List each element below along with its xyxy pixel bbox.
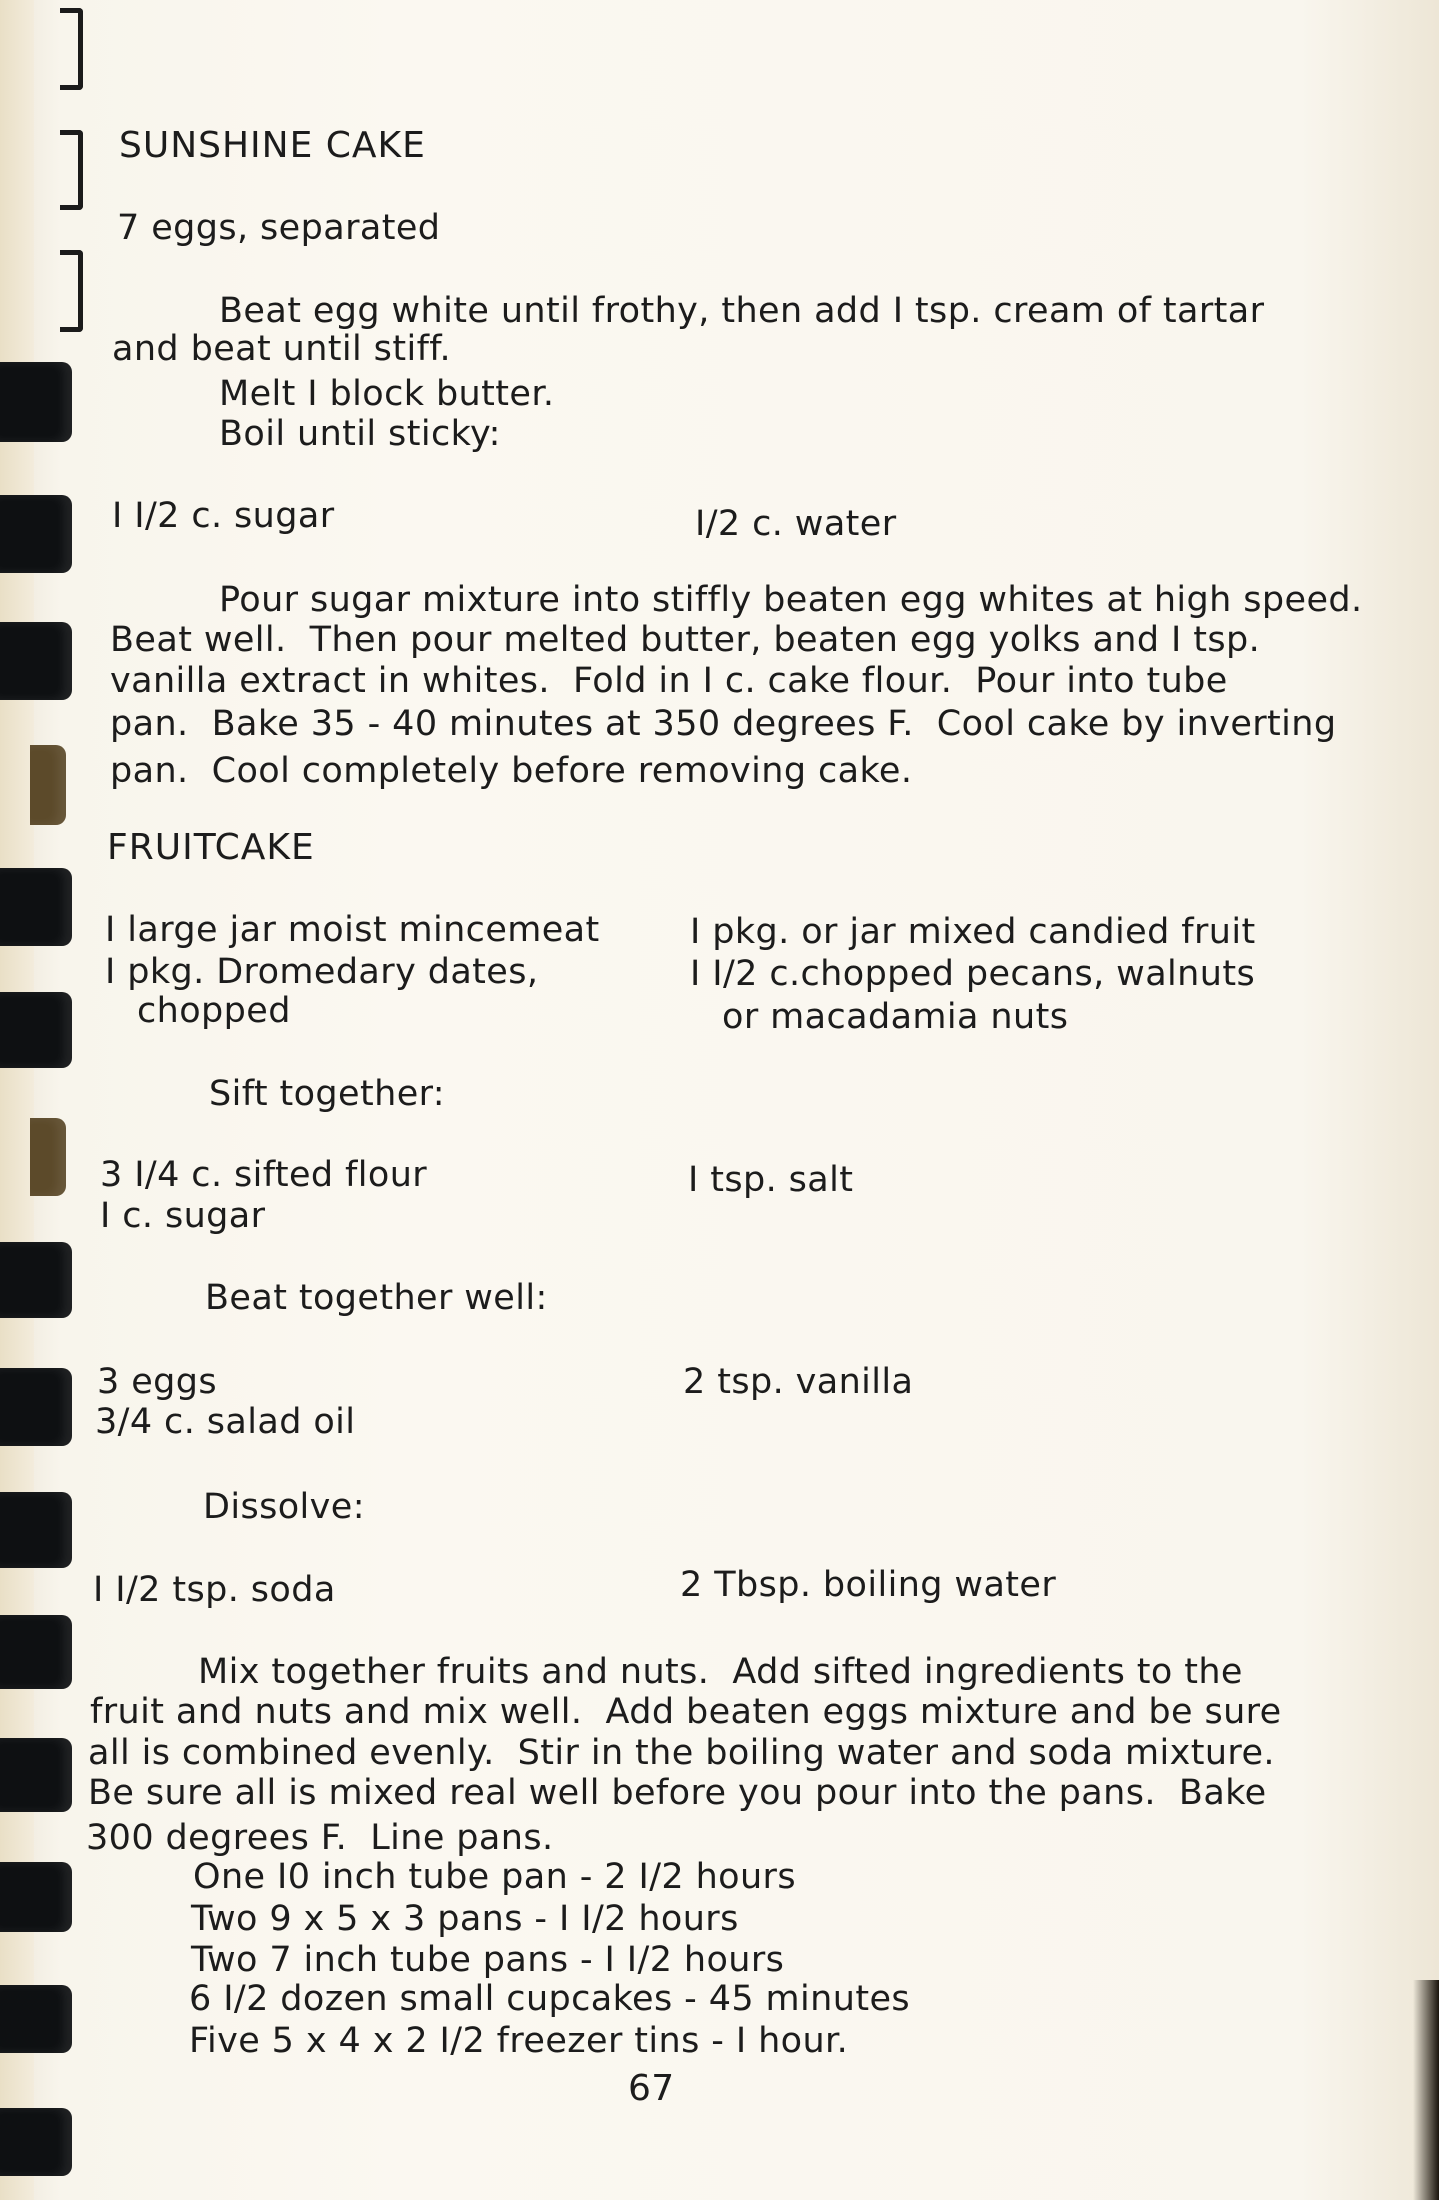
binder-ring bbox=[0, 2108, 72, 2176]
method-line: pan. Bake 35 - 40 minutes at 350 degrees F. Cool cake by inverting bbox=[110, 704, 1337, 744]
binder-ring bbox=[0, 1738, 72, 1812]
recipe-title-sunshine-cake: SUNSHINE CAKE bbox=[119, 125, 426, 166]
pan-time-line: One I0 inch tube pan - 2 I/2 hours bbox=[193, 1857, 796, 1897]
pan-time-line: Two 9 x 5 x 3 pans - I I/2 hours bbox=[191, 1899, 739, 1939]
method-line: all is combined evenly. Stir in the boiling water and soda mixture. bbox=[88, 1733, 1275, 1773]
sub-heading: Dissolve: bbox=[203, 1487, 365, 1527]
ingredient-left: I pkg. Dromedary dates, bbox=[105, 952, 539, 992]
ingredient-left: I I/2 tsp. soda bbox=[93, 1570, 336, 1610]
page-edge-shadow bbox=[1413, 1980, 1439, 2200]
ingredient-right: 2 tsp. vanilla bbox=[683, 1362, 914, 1402]
ingredient-right: I pkg. or jar mixed candied fruit bbox=[690, 912, 1256, 952]
pan-time-line: 6 I/2 dozen small cupcakes - 45 minutes bbox=[189, 1979, 911, 2019]
method-line: Pour sugar mixture into stiffly beaten egg whites at high speed. bbox=[219, 580, 1363, 620]
recipe-title-fruitcake: FRUITCAKE bbox=[107, 827, 315, 868]
binder-ring bbox=[0, 495, 72, 573]
binder-ring bbox=[0, 1985, 72, 2053]
binder-ring bbox=[0, 1492, 72, 1568]
method-line: Beat well. Then pour melted butter, beaten egg yolks and I tsp. bbox=[110, 620, 1261, 660]
binder-ring bbox=[30, 1118, 66, 1196]
ingredient-right: I I/2 c.chopped pecans, walnuts bbox=[690, 954, 1256, 994]
binder-ring bbox=[0, 622, 72, 700]
sunshine-step-line: Boil until sticky: bbox=[219, 414, 501, 454]
ingredient-right: or macadamia nuts bbox=[722, 997, 1069, 1037]
binder-ring bbox=[0, 362, 72, 442]
ingredient-left: I c. sugar bbox=[100, 1196, 266, 1236]
method-line: pan. Cool completely before removing cake. bbox=[110, 751, 913, 791]
sunshine-step-line: Beat egg white until frothy, then add I tsp. cream of tartar bbox=[219, 291, 1265, 331]
pan-time-line: Two 7 inch tube pans - I I/2 hours bbox=[191, 1940, 785, 1980]
method-line: 300 degrees F. Line pans. bbox=[86, 1818, 554, 1858]
ingredient-left: 3/4 c. salad oil bbox=[95, 1402, 356, 1442]
method-line: fruit and nuts and mix well. Add beaten eggs mixture and be sure bbox=[90, 1692, 1282, 1732]
binder-ring bbox=[0, 1368, 72, 1446]
sunshine-step-line: Melt I block butter. bbox=[219, 374, 555, 414]
ingredient-right: 2 Tbsp. boiling water bbox=[680, 1565, 1057, 1605]
method-line: vanilla extract in whites. Fold in I c. cake flour. Pour into tube bbox=[110, 661, 1228, 701]
method-line: Mix together fruits and nuts. Add sifted ingredients to the bbox=[198, 1652, 1243, 1692]
binder-ring bbox=[0, 992, 72, 1068]
sub-heading: Sift together: bbox=[209, 1074, 445, 1114]
ingredient-right: I/2 c. water bbox=[695, 504, 897, 544]
sub-heading: Beat together well: bbox=[205, 1278, 548, 1318]
ingredient-left: chopped bbox=[137, 991, 291, 1031]
binder-ring bbox=[0, 868, 72, 946]
ingredient-left: 3 eggs bbox=[97, 1362, 217, 1402]
sunshine-ingredient: 7 eggs, separated bbox=[117, 208, 441, 248]
binder-ring bbox=[60, 8, 83, 90]
method-line: Be sure all is mixed real well before you pour into the pans. Bake bbox=[88, 1773, 1267, 1813]
binder-ring bbox=[0, 1862, 72, 1932]
pan-time-line: Five 5 x 4 x 2 I/2 freezer tins - I hour. bbox=[189, 2021, 849, 2061]
ingredient-right: I tsp. salt bbox=[688, 1160, 854, 1200]
binder-ring bbox=[0, 1242, 72, 1318]
sunshine-step-line: and beat until stiff. bbox=[112, 329, 451, 369]
binder-ring bbox=[60, 250, 83, 332]
ingredient-left: I I/2 c. sugar bbox=[112, 496, 335, 536]
binder-ring bbox=[60, 130, 83, 210]
page-number: 67 bbox=[628, 2068, 675, 2109]
ingredient-left: 3 I/4 c. sifted flour bbox=[100, 1155, 428, 1195]
ingredient-left: I large jar moist mincemeat bbox=[105, 910, 600, 950]
binder-ring bbox=[30, 745, 66, 825]
binder-ring bbox=[0, 1615, 72, 1689]
